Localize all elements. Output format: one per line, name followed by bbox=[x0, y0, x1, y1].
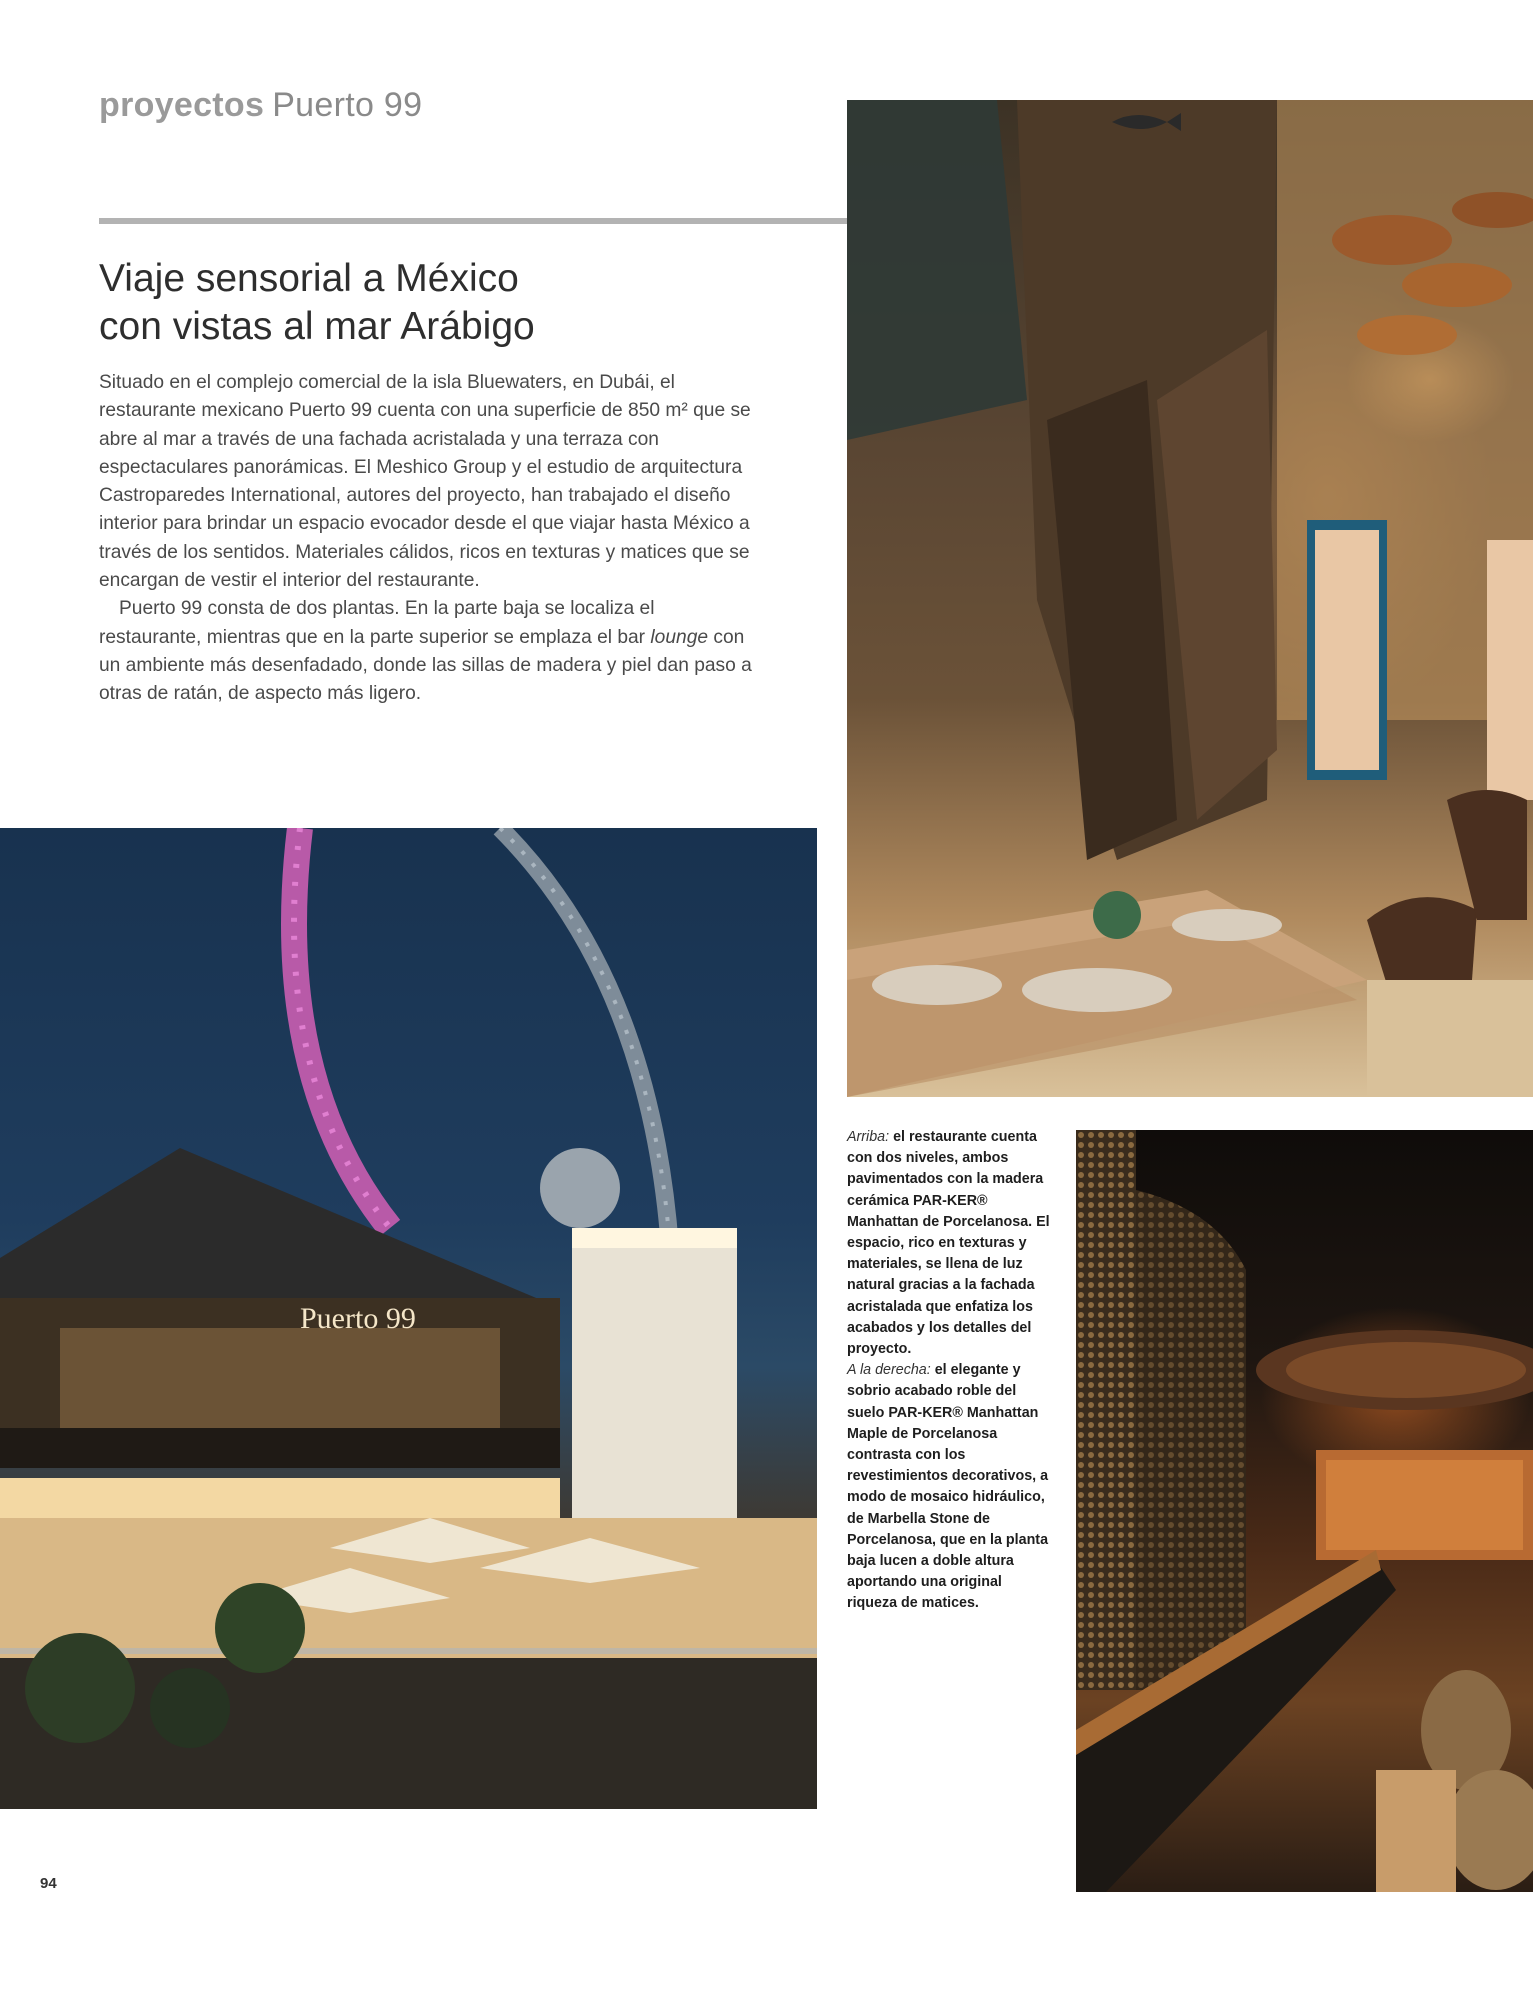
caption-text-right: el elegante y sobrio acabado roble del suelo PAR-KER® Manhattan Maple de Porcelanosa contrasta con los revestimientos decorativos, a modo de mosaico hidráulico, de Marbella Stone de Porcelanosa, que en la planta baja lucen a doble altura aportando una original riqueza de matices. bbox=[847, 1362, 1049, 1612]
caption-text bbox=[847, 1127, 1052, 1615]
section-label: proyectos bbox=[99, 86, 265, 124]
section-header bbox=[99, 86, 422, 125]
paragraph-2-italic: lounge bbox=[650, 626, 709, 648]
article-title bbox=[99, 255, 799, 351]
paragraph-2-text: Puerto 99 consta de dos plantas. En la parte baja se localiza el restaurante, mientras que en la parte superior se emplaza el bar bbox=[99, 598, 655, 648]
paragraph-2-text-end: con un ambiente más desenfadado, donde las sillas de madera y piel dan paso a otras de ratán, de aspecto más ligero. bbox=[99, 626, 752, 705]
photo-exterior-facade bbox=[0, 828, 817, 1809]
photo-caption bbox=[847, 1127, 1052, 1615]
photo-restaurant-interior bbox=[847, 100, 1533, 1097]
title-line-1: Viaje sensorial a México bbox=[99, 257, 519, 300]
photo-interior-double-height bbox=[1076, 1130, 1533, 1892]
interior-illustration bbox=[847, 100, 1533, 1097]
body-paragraph-2 bbox=[99, 595, 759, 708]
caption-text-above: el restaurante cuenta con dos niveles, ambos pavimentados con la madera cerámica PAR-KER® Manhattan de Porcelanosa. El espacio, rico en texturas y materiales, se llena de luz natural gracias a la fachada acristalada que enfatiza los acabados y los detalles del proyecto. bbox=[847, 1129, 1050, 1358]
body-paragraph-1: Situado en el complejo comercial de la isla Bluewaters, en Dubái, el restaurante mexicano Puerto 99 cuenta con una superficie de 850 m² que se abre al mar a través de una fachada acristalada y una terraza con espectaculares panorámicas. El Meshico Group y el estudio de arquitectura Castroparedes International, autores del proyecto, han trabajado el diseño interior para brindar un espacio evocador desde el que viajar hasta México a través de los sentidos. Materiales cálidos, ricos en texturas y matices que se encargan de vestir el interior del restaurante. bbox=[99, 372, 751, 592]
caption-label-right: A la derecha: bbox=[847, 1362, 931, 1379]
facade-sign: Puerto 99 bbox=[300, 1302, 416, 1335]
exterior-illustration bbox=[0, 828, 817, 1809]
page-number: 94 bbox=[40, 1875, 57, 1892]
project-name: Puerto 99 bbox=[272, 86, 423, 124]
caption-label-above: Arriba: bbox=[847, 1129, 890, 1145]
article-body bbox=[99, 369, 759, 709]
title-line-2: con vistas al mar Arábigo bbox=[99, 305, 535, 348]
interior-dark-illustration bbox=[1076, 1130, 1533, 1892]
header-rule bbox=[99, 218, 847, 224]
